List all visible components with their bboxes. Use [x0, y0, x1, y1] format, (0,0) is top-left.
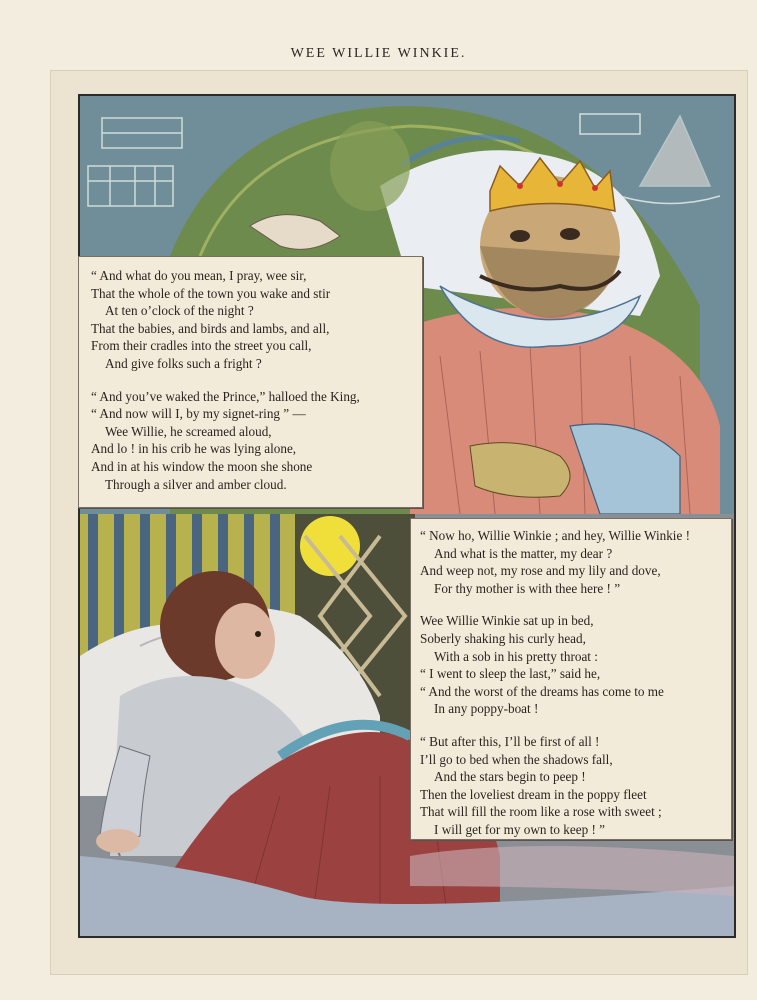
verse-line: At ten o’clock of the night ? [105, 303, 254, 319]
verse-line: “ Now ho, Willie Winkie ; and hey, Willie Winkie ! [420, 528, 690, 543]
bottom-stanza-2 [420, 612, 731, 718]
bottom-verse-panel [410, 518, 732, 840]
verse-line: And weep not, my rose and my lily and dove, [420, 563, 661, 579]
verse-line: That the whole of the town you wake and stir [91, 285, 331, 301]
verse-line: “ And what do you mean, I pray, wee sir, [91, 268, 307, 283]
verse-line: And lo ! in his crib he was lying alone, [91, 441, 297, 457]
verse-line: And what is the matter, my dear ? [434, 545, 613, 561]
bottom-stanza-3 [420, 733, 731, 839]
verse-line: “ And you’ve waked the Prince,” halloed the King, [91, 388, 360, 404]
verse-line: Wee Willie, he screamed aloud, [105, 423, 272, 439]
verse-line: In any poppy-boat ! [434, 701, 539, 717]
verse-line: I will get for my own to keep ! ” [434, 821, 606, 837]
verse-line: Then the loveliest dream in the poppy fleet [420, 786, 647, 802]
bottom-stanza-1 [420, 527, 731, 597]
verse-line: With a sob in his pretty throat : [434, 648, 598, 664]
verse-line: Wee Willie Winkie sat up in bed, [420, 613, 594, 629]
verse-line: Through a silver and amber cloud. [105, 476, 287, 492]
verse-line: “ And now will I, by my signet-ring ” — [91, 406, 306, 422]
verse-line: And give folks such a fright ? [105, 355, 262, 371]
verse-line: From their cradles into the street you call, [91, 338, 312, 354]
top-verse-panel [78, 256, 423, 508]
verse-line: “ I went to sleep the last,” said he, [420, 666, 601, 682]
verse-line: I’ll go to bed when the shadows fall, [420, 751, 613, 767]
top-stanza-1 [91, 267, 422, 373]
verse-line: That the babies, and birds and lambs, and all, [91, 320, 330, 336]
verse-line: For thy mother is with thee here ! ” [434, 580, 621, 596]
verse-line: “ But after this, I’ll be first of all ! [420, 733, 600, 749]
verse-line: That will fill the room like a rose with sweet ; [420, 804, 662, 820]
verse-line: Soberly shaking his curly head, [420, 630, 586, 646]
verse-line: “ And the worst of the dreams has come to me [420, 683, 664, 699]
verse-line: And in at his window the moon she shone [91, 458, 313, 474]
top-stanza-2 [91, 388, 422, 494]
running-head: WEE WILLIE WINKIE. [290, 46, 467, 61]
verse-line: And the stars begin to peep ! [434, 769, 586, 785]
